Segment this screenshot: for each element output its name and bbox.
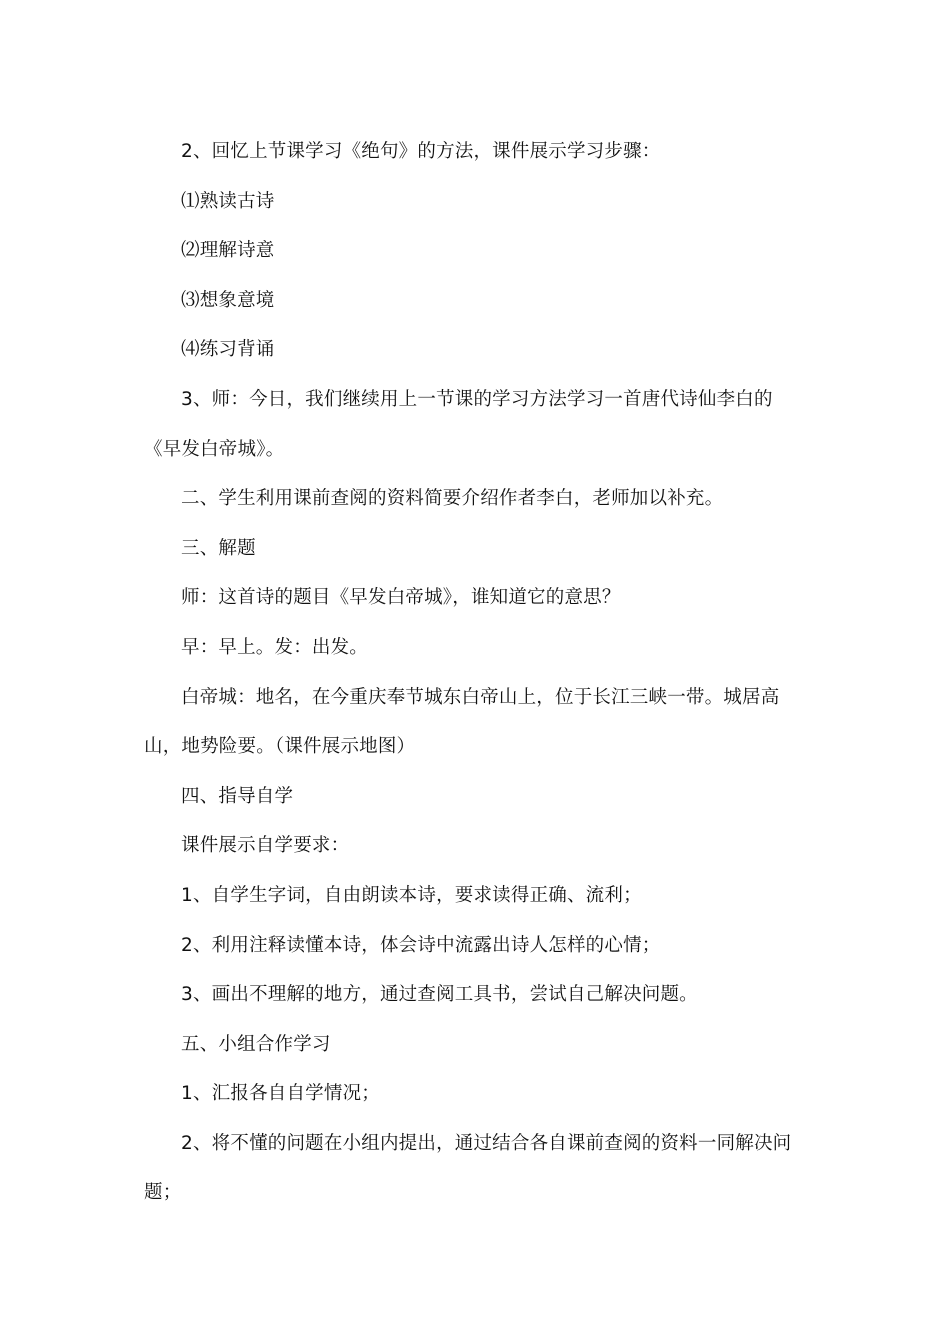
- paragraph-step-understand: ⑵理解诗意: [181, 240, 275, 262]
- list-item-self-study-1: 1、自学生字词，自由朗读本诗，要求读得正确、流利；: [181, 884, 642, 906]
- list-item-group-1: 1、汇报各自自学情况；: [181, 1083, 380, 1105]
- list-item-self-study-3: 3、画出不理解的地方，通过查阅工具书，尝试自己解决问题。: [181, 984, 698, 1006]
- list-item-group-2: 2、将不懂的问题在小组内提出，通过结合各自课前查阅的资料一同解决问题；: [144, 1132, 792, 1204]
- paragraph-definition-baidicheng: 白帝城：地名，在今重庆奉节城东白帝山上，位于长江三峡一带。城居高山，地势险要。（课件展示地图）: [144, 686, 780, 758]
- paragraph-step-2: 2、回忆上节课学习《绝句》的方法，课件展示学习步骤：: [181, 141, 661, 162]
- paragraph-step-imagine: ⑶想象意境: [181, 289, 275, 311]
- heading-section-3: 三、解题: [181, 537, 256, 559]
- paragraph-definition-zao-fa: 早：早上。发：出发。: [181, 636, 369, 658]
- paragraph-step-3: 3、师：今日，我们继续用上一节课的学习方法学习一首唐代诗仙李白的《早发白帝城》。: [144, 388, 773, 460]
- heading-section-2: 二、学生利用课前查阅的资料简要介绍作者李白，老师加以补充。: [181, 488, 724, 510]
- paragraph-step-read: ⑴熟读古诗: [181, 190, 275, 212]
- heading-section-4: 四、指导自学: [181, 785, 294, 807]
- heading-section-5: 五、小组合作学习: [181, 1033, 331, 1055]
- paragraph-teacher-question: 师：这首诗的题目《早发白帝城》，谁知道它的意思？: [181, 587, 621, 609]
- paragraph-self-study-intro: 课件展示自学要求：: [181, 835, 350, 857]
- document-body: [144, 127, 808, 1218]
- list-item-self-study-2: 2、利用注释读懂本诗，体会诗中流露出诗人怎样的心情；: [181, 934, 661, 956]
- paragraph-step-recite: ⑷练习背诵: [181, 339, 275, 361]
